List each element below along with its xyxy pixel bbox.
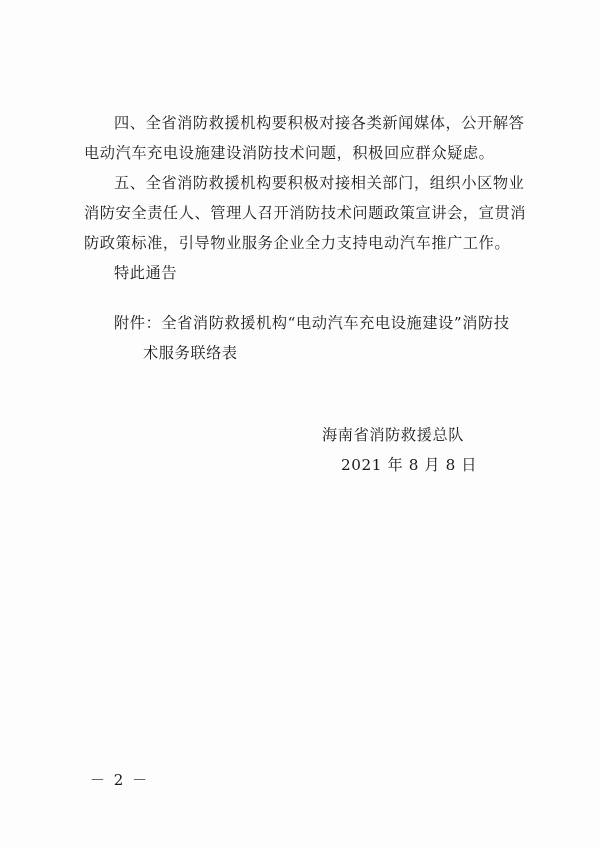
paragraph-5-line-2: 消防安全责任人、管理人召开消防技术问题政策宣讲会，宣贯消 xyxy=(84,204,527,222)
attachment-line-2: 术服务联络表 xyxy=(143,344,238,362)
paragraph-4-line-2: 电动汽车充电设施建设消防技术问题，积极回应群众疑虑。 xyxy=(84,144,495,162)
issue-date: 2021 年 8 月 8 日 xyxy=(341,456,478,474)
paragraph-4-line-1: 四、全省消防救援机构要积极对接各类新闻媒体，公开解答 xyxy=(114,114,525,132)
attachment-line-1: 附件：全省消防救援机构“电动汽车充电设施建设”消防技 xyxy=(114,314,510,332)
signer-organization: 海南省消防救援总队 xyxy=(322,426,465,444)
closing-text: 特此通告 xyxy=(114,264,178,282)
paragraph-5-line-1: 五、全省消防救援机构要积极对接相关部门，组织小区物业 xyxy=(114,174,525,192)
page-number: － 2 － xyxy=(90,771,150,789)
paragraph-5-line-3: 防政策标准，引导物业服务企业全力支持电动汽车推广工作。 xyxy=(84,234,511,252)
